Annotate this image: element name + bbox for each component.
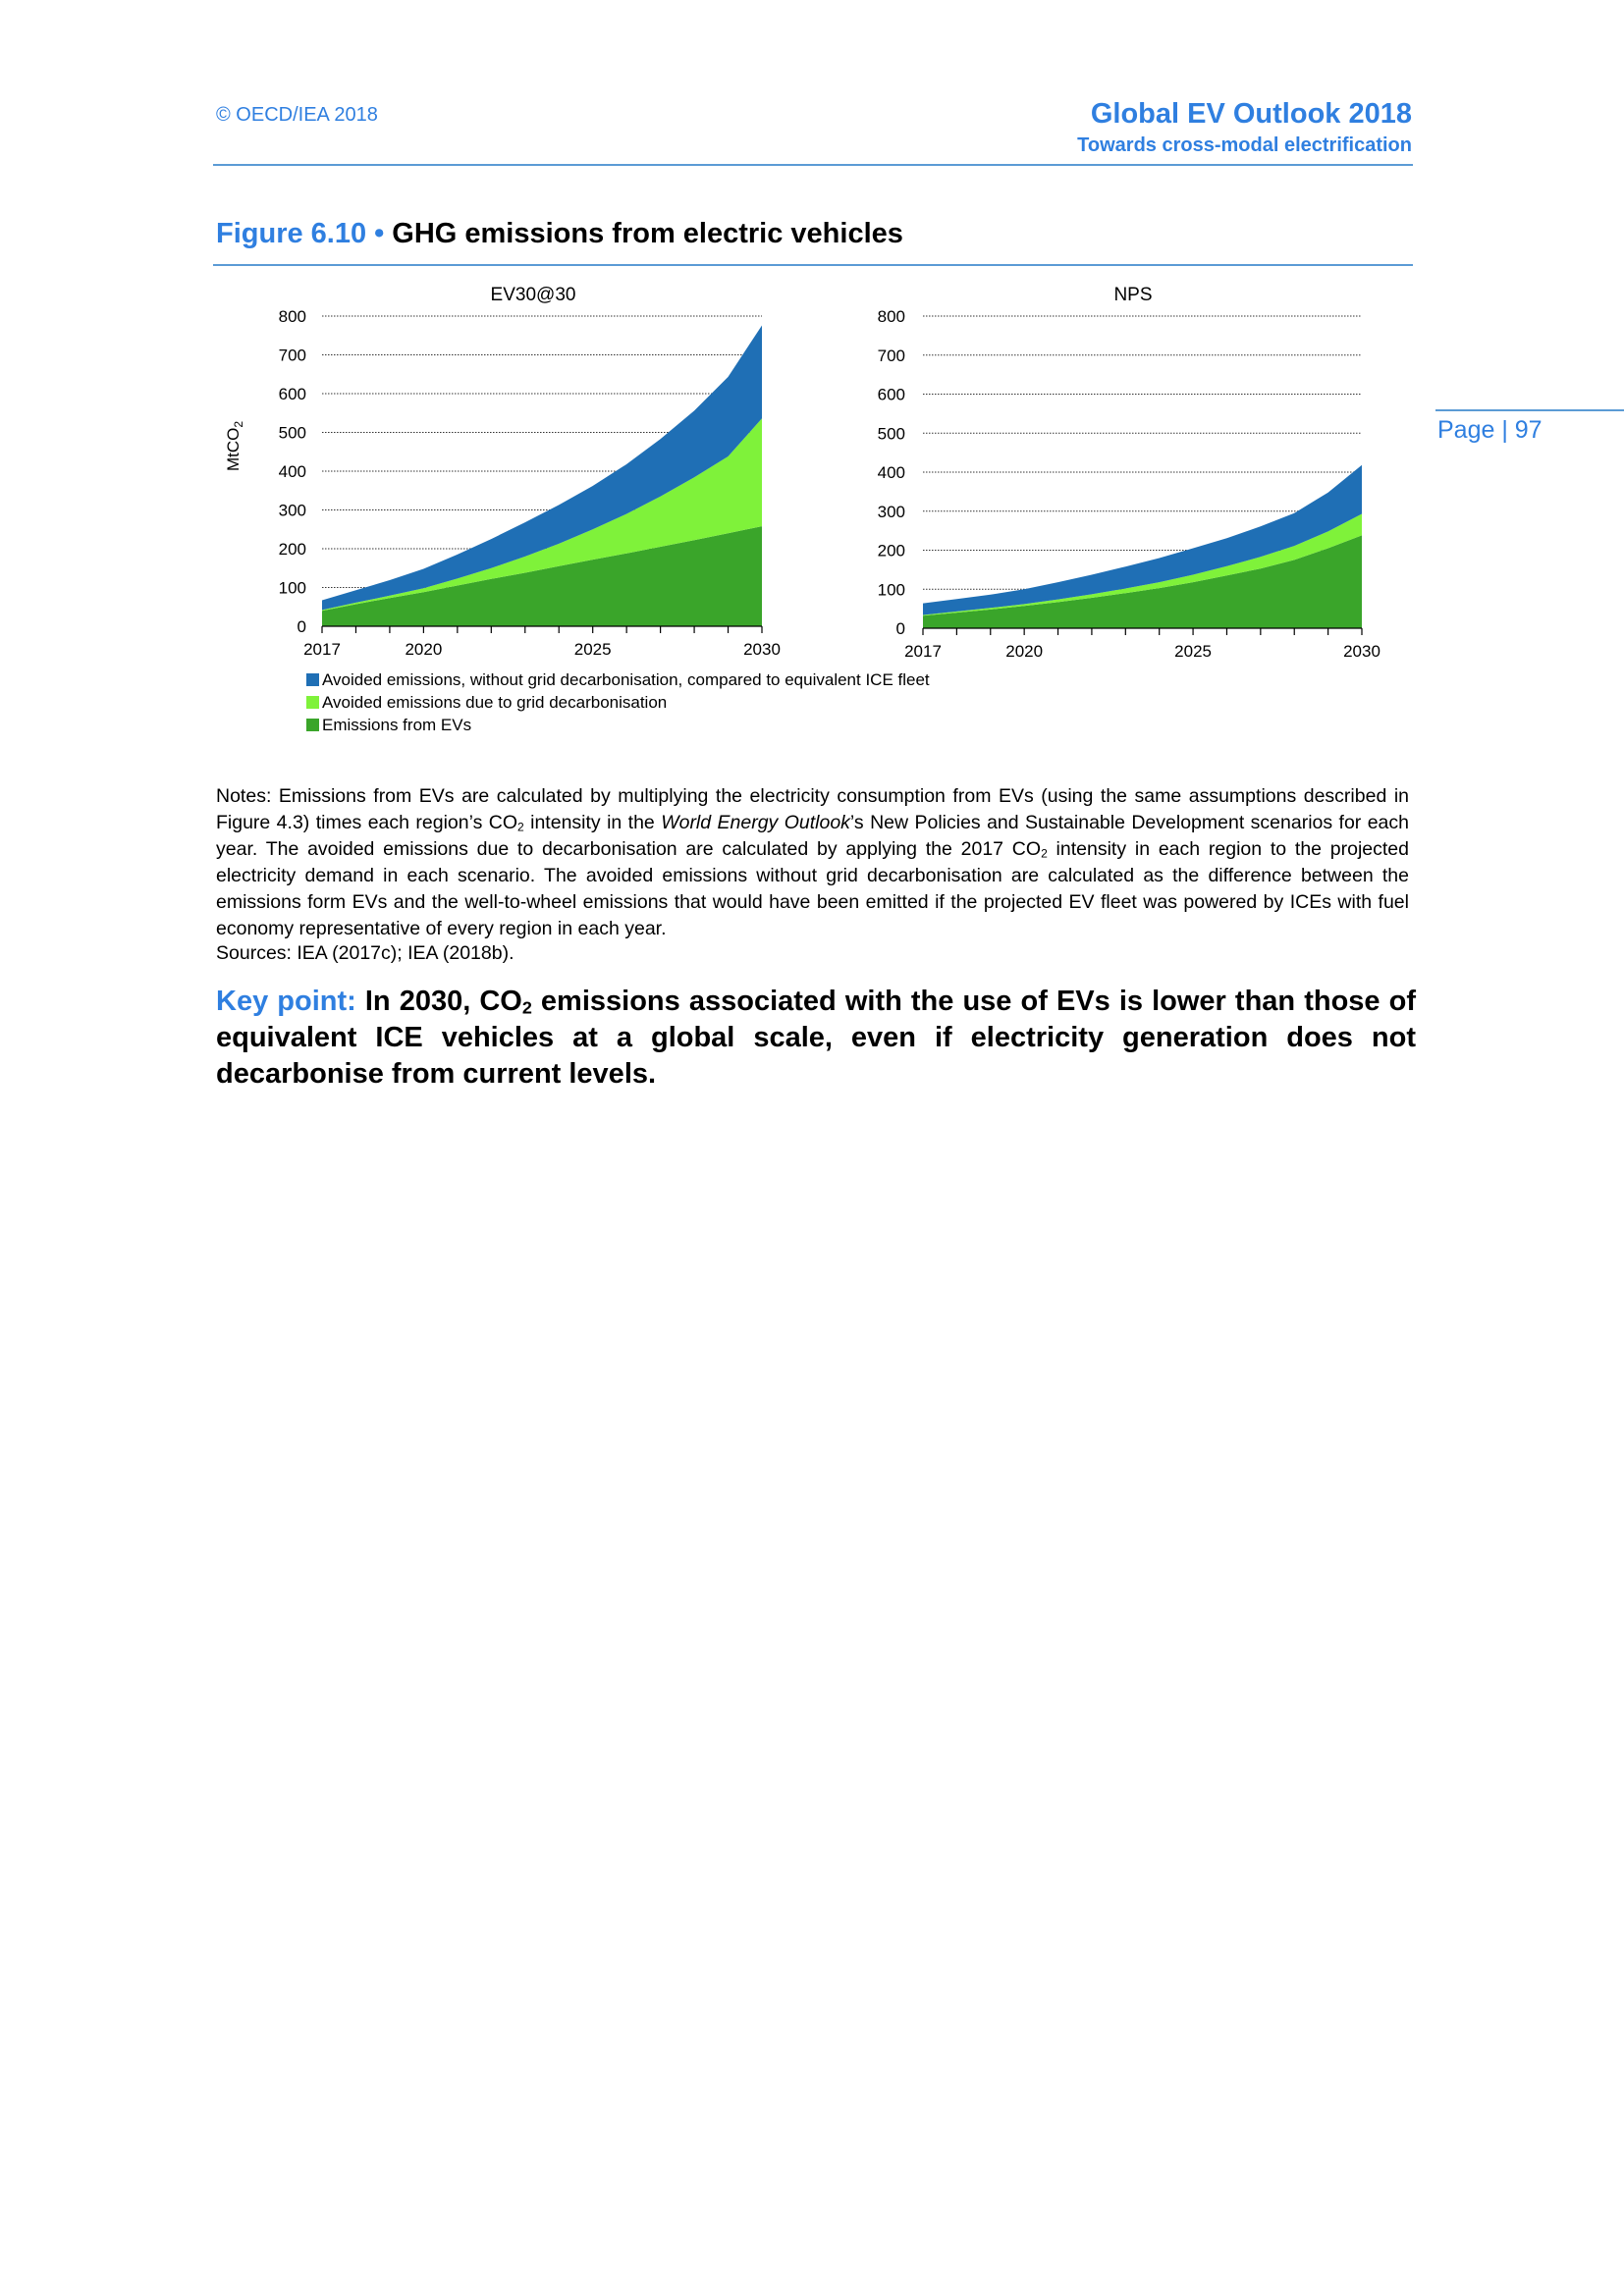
y-tick-label: 500	[278, 423, 306, 443]
figure-bullet: •	[374, 218, 385, 249]
figure-notes	[216, 783, 1409, 942]
y-tick-label: 0	[895, 619, 905, 638]
y-tick-label: 700	[877, 346, 905, 365]
chart-legend	[306, 670, 930, 734]
chart-title: EV30@30	[490, 285, 576, 305]
copyright-notice: © OECD/IEA 2018	[216, 104, 378, 126]
y-tick-label: 600	[278, 385, 306, 403]
notes-subscript-1: 2	[517, 820, 524, 834]
y-tick-label: 500	[877, 424, 905, 444]
chart-title: NPS	[1113, 285, 1153, 305]
key-point-subscript: 2	[521, 997, 532, 1018]
key-point-label: Key point:	[216, 986, 356, 1017]
y-tick-label: 400	[278, 462, 306, 481]
figure-title: GHG emissions from electric vehicles	[392, 218, 903, 249]
x-tick-label: 2030	[1343, 642, 1380, 661]
key-point	[216, 984, 1416, 1093]
emissions-charts	[0, 0, 1624, 746]
document-title: Global EV Outlook 2018	[1090, 98, 1412, 130]
x-tick-label: 2017	[303, 640, 341, 659]
y-tick-label: 200	[278, 540, 306, 559]
document-subtitle: Towards cross-modal electrification	[1077, 134, 1412, 156]
legend-label: Avoided emissions due to grid decarbonisation	[322, 693, 668, 712]
y-axis-label	[224, 421, 245, 471]
legend-swatch	[306, 673, 319, 686]
y-tick-label: 100	[278, 578, 306, 598]
figure-label: Figure 6.10	[216, 218, 367, 249]
y-tick-label: 300	[877, 502, 905, 521]
x-tick-label: 2017	[904, 642, 942, 661]
y-tick-label: 300	[278, 501, 306, 520]
notes-subscript-2: 2	[1041, 846, 1048, 861]
y-tick-label: 0	[297, 617, 306, 636]
x-tick-label: 2020	[1005, 642, 1044, 661]
legend-swatch	[306, 719, 319, 731]
chart-nps	[878, 285, 1380, 661]
key-point-text-2: emissions associated with the use of EVs is lower than those of equivalent ICE vehicles at a global scale, even if electricity generation does not decarbonise from current levels.	[216, 986, 1416, 1090]
x-tick-label: 2025	[1174, 642, 1212, 661]
y-tick-label: 600	[877, 385, 905, 404]
legend-label: Emissions from EVs	[322, 716, 472, 734]
y-tick-label: 400	[877, 463, 905, 482]
legend-swatch	[306, 696, 319, 709]
x-tick-label: 2020	[405, 640, 443, 659]
y-tick-label: 800	[877, 307, 905, 326]
x-tick-label: 2025	[573, 640, 612, 659]
notes-text-2: intensity in the	[523, 812, 662, 833]
y-axis-label-text: MtCO	[224, 427, 243, 471]
notes-text-4: intensity in each region to the projected electricity demand in each scenario. The avoided emissions without grid decarbonisation are calculated as the difference between the emissions form EVs and the well-to-wheel emissions that would have been emitted if the projected EV fleet was powered by ICEs with fuel economy representative of every region in each year.	[216, 838, 1410, 939]
y-tick-label: 700	[278, 346, 306, 365]
page-number: Page | 97	[1437, 416, 1543, 444]
legend-label: Avoided emissions, without grid decarbonisation, compared to equivalent ICE fleet	[322, 670, 930, 689]
notes-italic-title: World Energy Outlook	[661, 812, 850, 833]
y-axis-label-subscript: 2	[232, 420, 245, 428]
y-tick-label: 800	[278, 307, 306, 326]
x-tick-label: 2030	[743, 640, 781, 659]
y-tick-label: 100	[877, 580, 905, 600]
figure-sources: Sources: IEA (2017c); IEA (2018b).	[216, 942, 514, 964]
chart-ev3030	[279, 285, 781, 659]
notes-text-3: ’s New Policies and Sustainable Development scenarios for each year. The avoided emissions due to decarbonisation are calculated by applying the 2017 CO	[216, 812, 1409, 860]
notes-text-1: Notes: Emissions from EVs are calculated by multiplying the electricity consumption from EVs (using the same assumptions described in Figure 4.3) times each region’s CO	[216, 785, 1409, 833]
y-tick-label: 200	[877, 541, 905, 561]
key-point-text-1: In 2030, CO	[355, 986, 522, 1017]
